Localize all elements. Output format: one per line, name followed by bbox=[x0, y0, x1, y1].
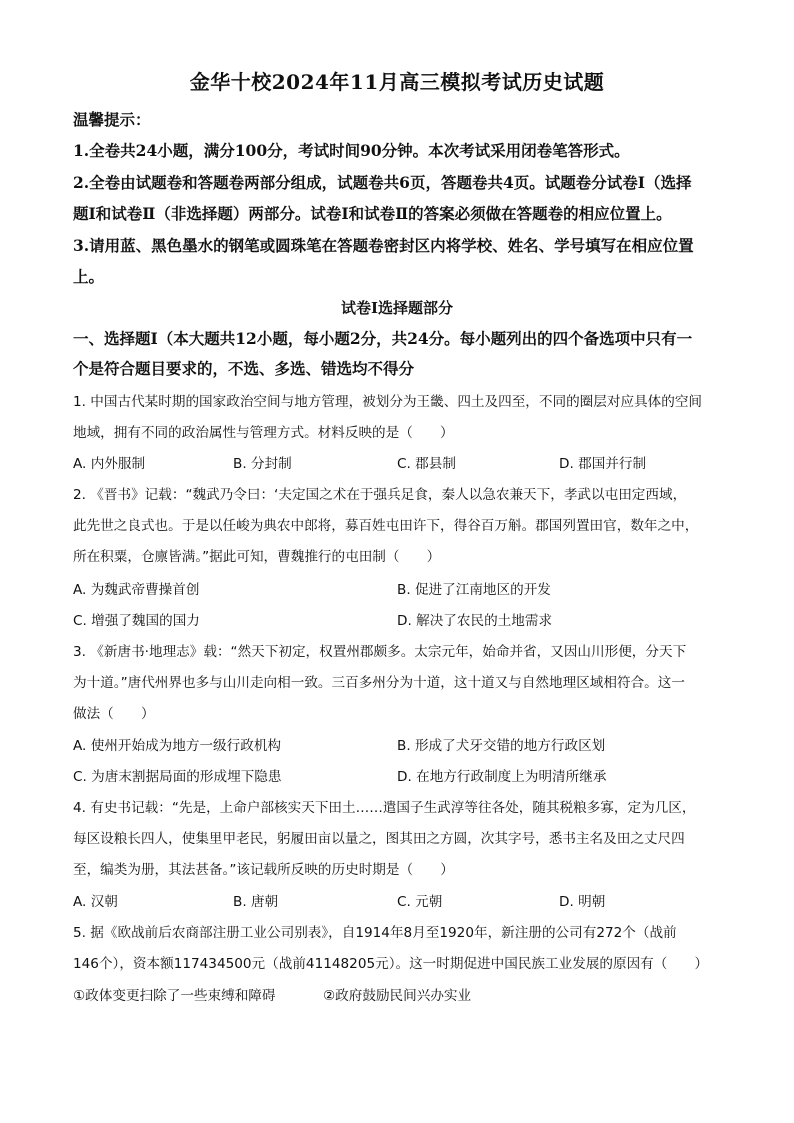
question-5-text: 5. 据《欧战前后农商部注册工业公司别表》，自1914年8月至1920年，新注册的公司有272个（战前 bbox=[73, 925, 677, 941]
question-4-text: 4. 有史书记载：“先是，上命户部核实天下田土……遣国子生武淳等往各处，随其税粮多寡，定为几区， bbox=[73, 800, 696, 816]
question-1-option-c: C. 郡县制 bbox=[397, 456, 456, 472]
question-5-statement-2: ②政府鼓励民间兴办实业 bbox=[323, 988, 472, 1004]
question-2-option-c: C. 增强了魏国的国力 bbox=[73, 613, 200, 629]
question-4-option-b: B. 唐朝 bbox=[233, 894, 279, 910]
question-2-option-a: A. 为魏武帝曹操首创 bbox=[73, 582, 200, 598]
question-3-option-c: C. 为唐末割据局面的形成埋下隐患 bbox=[73, 769, 282, 785]
question-3-text: 为十道。”唐代州界也多与山川走向相一致。三百多州分为十道，这十道又与自然地理区域相符合。这一 bbox=[73, 675, 685, 691]
section-title: 试卷Ⅰ选择题部分 bbox=[340, 299, 454, 317]
question-5-statement-1: ①政体变更扫除了一些束缚和障碍 bbox=[73, 988, 276, 1004]
question-1-text: 1. 中国古代某时期的国家政治空间与地方管理，被划分为王畿、四土及四至，不同的圈层对应具体的空间 bbox=[73, 394, 703, 410]
question-5-text: 146个），资本额117434500元（战前41148205元）。这一时期促进中国民族工业发展的原因有（ ） bbox=[73, 956, 709, 972]
notice-line: 1.全卷共24小题，满分100分，考试时间90分钟。本次考试采用闭卷笔答形式。 bbox=[73, 141, 630, 160]
question-4-option-d: D. 明朝 bbox=[559, 894, 606, 910]
question-4-option-a: A. 汉朝 bbox=[73, 894, 118, 910]
question-2-option-d: D. 解决了农民的土地需求 bbox=[397, 613, 553, 629]
question-1-option-d: D. 郡国并行制 bbox=[559, 456, 647, 472]
question-2-text: 2. 《晋书》记载：“魏武乃令曰：‘夫定国之术在于强兵足食，秦人以急农兼天下，孝武以屯田定西域， bbox=[73, 487, 687, 503]
question-3-option-b: B. 形成了犬牙交错的地方行政区划 bbox=[397, 738, 606, 754]
question-3-text: 3. 《新唐书·地理志》载：“然天下初定，权置州郡颇多。太宗元年，始命并省，又因山川形便，分天下 bbox=[73, 644, 687, 660]
section-instruction: 个是符合题目要求的，不选、多选、错选均不得分 bbox=[73, 359, 415, 378]
notice-line: 上。 bbox=[73, 267, 105, 286]
question-2-text: 所在积粟，仓廪皆满。”据此可知，曹魏推行的屯田制（ ） bbox=[73, 549, 441, 565]
notice-line: 题Ⅰ和试卷Ⅱ（非选择题）两部分。试卷Ⅰ和试卷Ⅱ的答案必须做在答题卷的相应位置上。 bbox=[73, 204, 672, 223]
question-2-option-b: B. 促进了江南地区的开发 bbox=[397, 582, 551, 598]
notice-line: 3.请用蓝、黑色墨水的钢笔或圆珠笔在答题卷密封区内将学校、姓名、学号填写在相应位置 bbox=[73, 236, 694, 255]
question-4-option-c: C. 元朝 bbox=[397, 894, 443, 910]
page-title: 金华十校2024年11月高三模拟考试历史试题 bbox=[189, 70, 605, 94]
question-4-text: 至，编类为册，其法甚备。”该记载所反映的历史时期是（ ） bbox=[73, 862, 454, 878]
section-instruction: 一、选择题Ⅰ（本大题共12小题，每小题2分，共24分。每小题列出的四个备选项中只有一 bbox=[73, 329, 693, 348]
question-1-text: 地域，拥有不同的政治属性与管理方式。材料反映的是（ ） bbox=[73, 425, 454, 441]
question-4-text: 每区设粮长四人，使集里甲老民，躬履田亩以量之，图其田之方圆，次其字号，悉书主名及田之丈尺四 bbox=[73, 831, 685, 847]
question-3-option-d: D. 在地方行政制度上为明清所继承 bbox=[397, 769, 607, 785]
notice-heading: 温馨提示： bbox=[73, 110, 151, 129]
question-3-text: 做法（ ） bbox=[73, 706, 155, 722]
question-2-text: 此先世之良式也。于是以任峻为典农中郎将，募百姓屯田许下，得谷百万斛。郡国列置田官，数年之中， bbox=[73, 518, 699, 534]
notice-line: 2.全卷由试题卷和答题卷两部分组成，试题卷共6页，答题卷共4页。试题卷分试卷Ⅰ（选择 bbox=[73, 173, 692, 192]
question-1-option-b: B. 分封制 bbox=[233, 456, 292, 472]
question-3-option-a: A. 使州开始成为地方一级行政机构 bbox=[73, 738, 282, 754]
question-1-option-a: A. 内外服制 bbox=[73, 456, 146, 472]
